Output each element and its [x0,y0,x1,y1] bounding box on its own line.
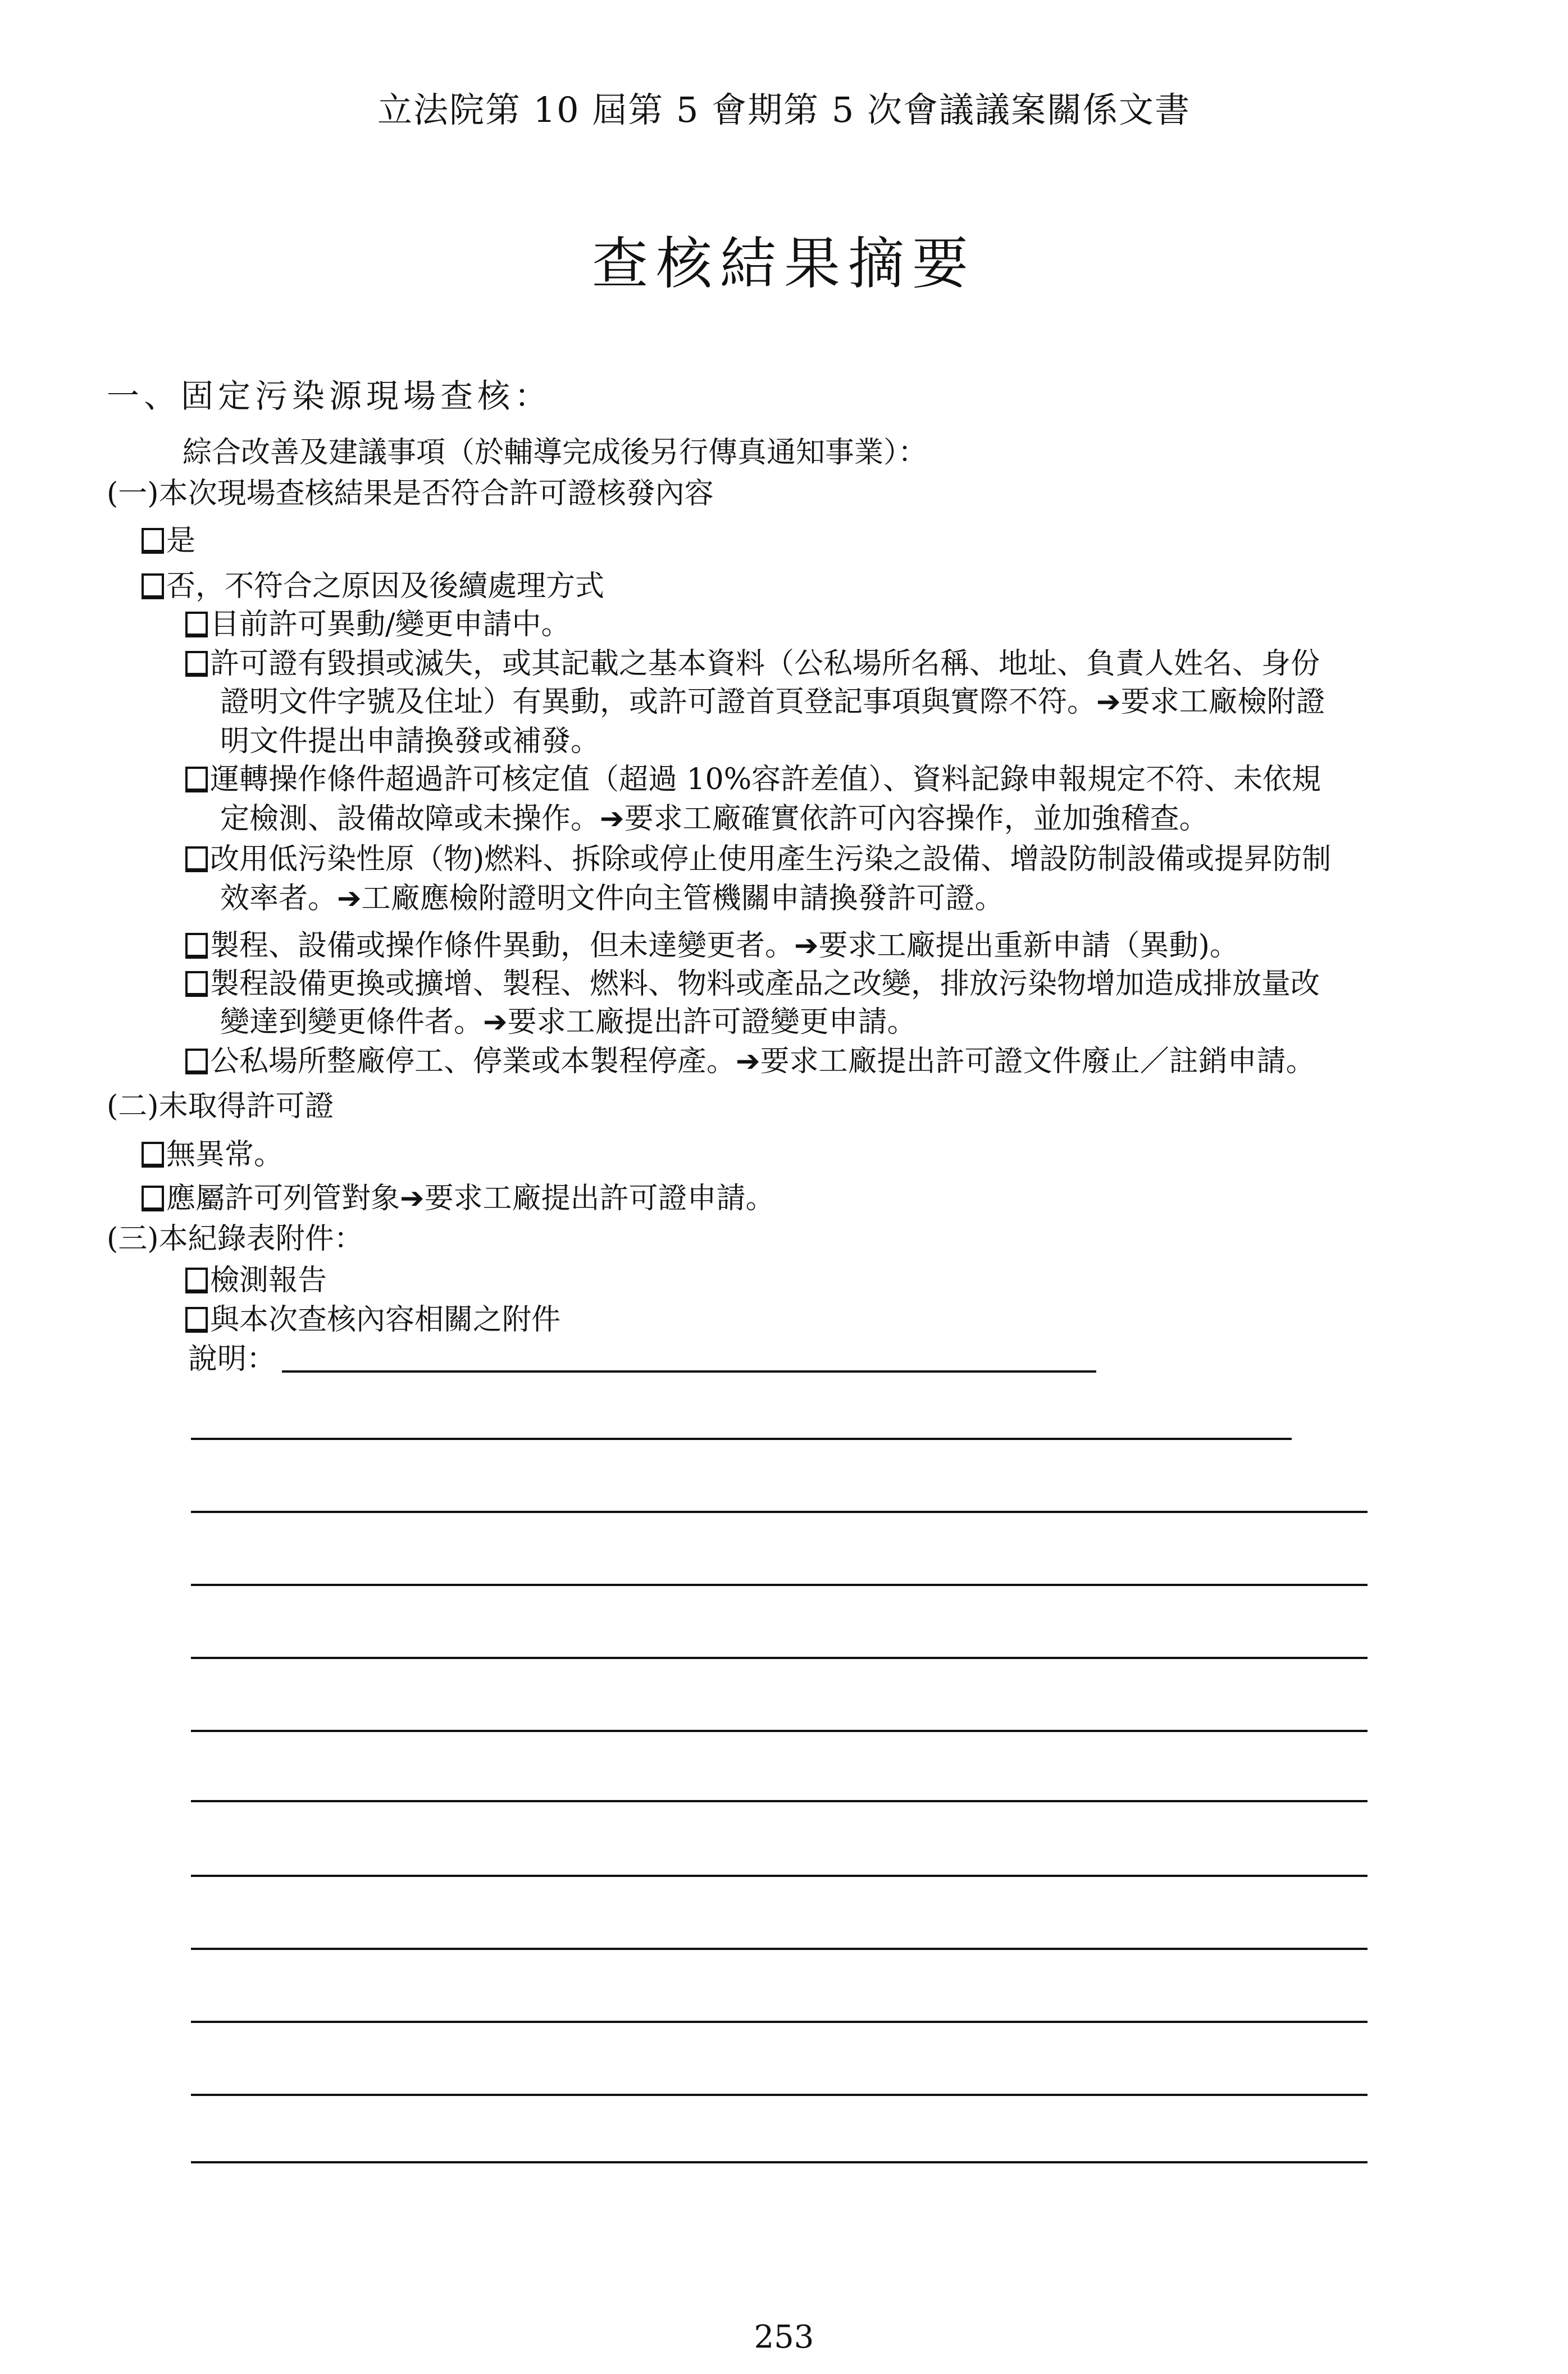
option-label: 否，不符合之原因及後續處理方式 [166,569,605,603]
checkbox[interactable] [185,971,208,997]
item-text: 效率者。 [220,882,338,915]
action-text: 工廠應檢附證明文件向主管機關申請換發許可證。 [361,882,1004,915]
action-text: 要求工廠檢附證 [1120,685,1325,719]
arrow-right-icon: ➔ [337,882,362,915]
q2-label: (二)未取得許可證 [107,1090,334,1123]
option-yes[interactable] [142,524,195,558]
arrow-right-icon: ➔ [736,1045,760,1078]
attachment-option[interactable] [185,1264,327,1297]
q1-label: (一)本次現場查核結果是否符合許可證核發內容 [107,477,714,511]
item-text: 許可證有毀損或滅失，或其記載之基本資料（公私場所名稱、地址、負責人姓名、身份 [210,647,1320,681]
reason-item[interactable] [185,763,1321,796]
option-label: 無異常。 [166,1138,284,1172]
item-continuation [220,1005,917,1039]
reason-item[interactable] [185,608,571,641]
checkbox[interactable] [185,933,208,959]
attachment-option[interactable] [185,1303,560,1337]
reason-item[interactable] [185,1045,1315,1078]
item-text: 運轉操作條件超過許可核定值（超過 10%容許差值）、資料記錄申報規定不符、未依規 [210,763,1321,796]
action-text: 要求工廠提出許可證變更申請。 [507,1005,917,1039]
checkbox[interactable] [142,1186,164,1211]
note-line[interactable] [282,1370,1096,1373]
reason-item[interactable] [185,967,1320,1001]
item-continuation: 明文件提出申請換發或補發。 [220,724,600,758]
note-line[interactable] [191,1657,1368,1659]
reason-item[interactable] [185,929,1239,963]
item-continuation [220,802,1209,836]
checkbox[interactable] [185,612,208,637]
checkbox[interactable] [142,1142,164,1168]
option-label: 是 [166,524,196,558]
page-title: 查核結果摘要 [592,231,976,297]
checkbox[interactable] [185,1268,208,1293]
arrow-right-icon: ➔ [400,1182,425,1215]
arrow-right-icon: ➔ [600,802,625,836]
action-text: 要求工廠提出重新申請（異動)。 [818,929,1239,963]
note-line[interactable] [191,1584,1368,1586]
option-label: 檢測報告 [210,1264,327,1297]
q2-option[interactable] [142,1138,283,1172]
item-text: 製程設備更換或擴增、製程、燃料、物料或產品之改變，排放污染物增加造成排放量改 [210,967,1320,1001]
reason-item[interactable] [185,647,1320,681]
section-intro: 綜合改善及建議事項（於輔導完成後另行傳真通知事業）： [183,436,928,470]
item-text: 目前許可異動/變更申請中。 [210,608,571,641]
note-line[interactable] [191,2021,1368,2023]
item-continuation [220,685,1325,719]
action-text: 要求工廠提出許可證文件廢止／註銷申請。 [760,1045,1315,1078]
note-line[interactable] [191,1948,1368,1950]
option-label: 應屬許可列管對象 [166,1182,400,1215]
q2-option[interactable] [142,1182,775,1215]
option-no[interactable] [142,569,604,603]
section-heading: 一、固定污染源現場查核： [107,377,552,415]
reason-item[interactable] [185,842,1331,876]
q3-label: (三)本紀錄表附件： [107,1222,363,1256]
checkbox[interactable] [185,1049,208,1074]
checkbox[interactable] [142,528,164,554]
checkbox[interactable] [185,767,208,792]
note-label: 說明： [188,1342,276,1376]
note-line[interactable] [191,1438,1292,1440]
arrow-right-icon: ➔ [483,1005,508,1039]
item-continuation [220,882,1004,915]
option-label: 與本次查核內容相關之附件 [210,1303,561,1337]
item-text: 公私場所整廠停工、停業或本製程停產。 [210,1045,736,1078]
arrow-right-icon: ➔ [1096,685,1121,719]
action-text: 要求工廠確實依許可內容操作，並加強稽查。 [624,802,1209,836]
note-line[interactable] [191,2094,1368,2096]
checkbox[interactable] [142,573,164,599]
item-text: 改用低污染性原（物)燃料、拆除或停止使用產生污染之設備、增設防制設備或提昇防制 [210,842,1332,876]
note-line[interactable] [191,1730,1368,1732]
note-line[interactable] [191,1800,1368,1802]
item-text: 製程、設備或操作條件異動，但未達變更者。 [210,929,795,963]
action-text: 要求工廠提出許可證申請。 [424,1182,775,1215]
document-header: 立法院第 10 屆第 5 會期第 5 次會議議案關係文書 [377,89,1191,130]
item-text: 證明文件字號及住址）有異動，或許可證首頁登記事項與實際不符。 [220,685,1097,719]
arrow-right-icon: ➔ [794,929,819,963]
note-line[interactable] [191,1511,1368,1513]
checkbox[interactable] [185,846,208,872]
note-line[interactable] [191,2161,1368,2163]
page-number: 253 [754,2319,814,2355]
item-text: 定檢測、設備故障或未操作。 [220,802,600,836]
item-text: 變達到變更條件者。 [220,1005,484,1039]
checkbox[interactable] [185,651,208,677]
note-line[interactable] [191,1875,1368,1877]
checkbox[interactable] [185,1307,208,1333]
